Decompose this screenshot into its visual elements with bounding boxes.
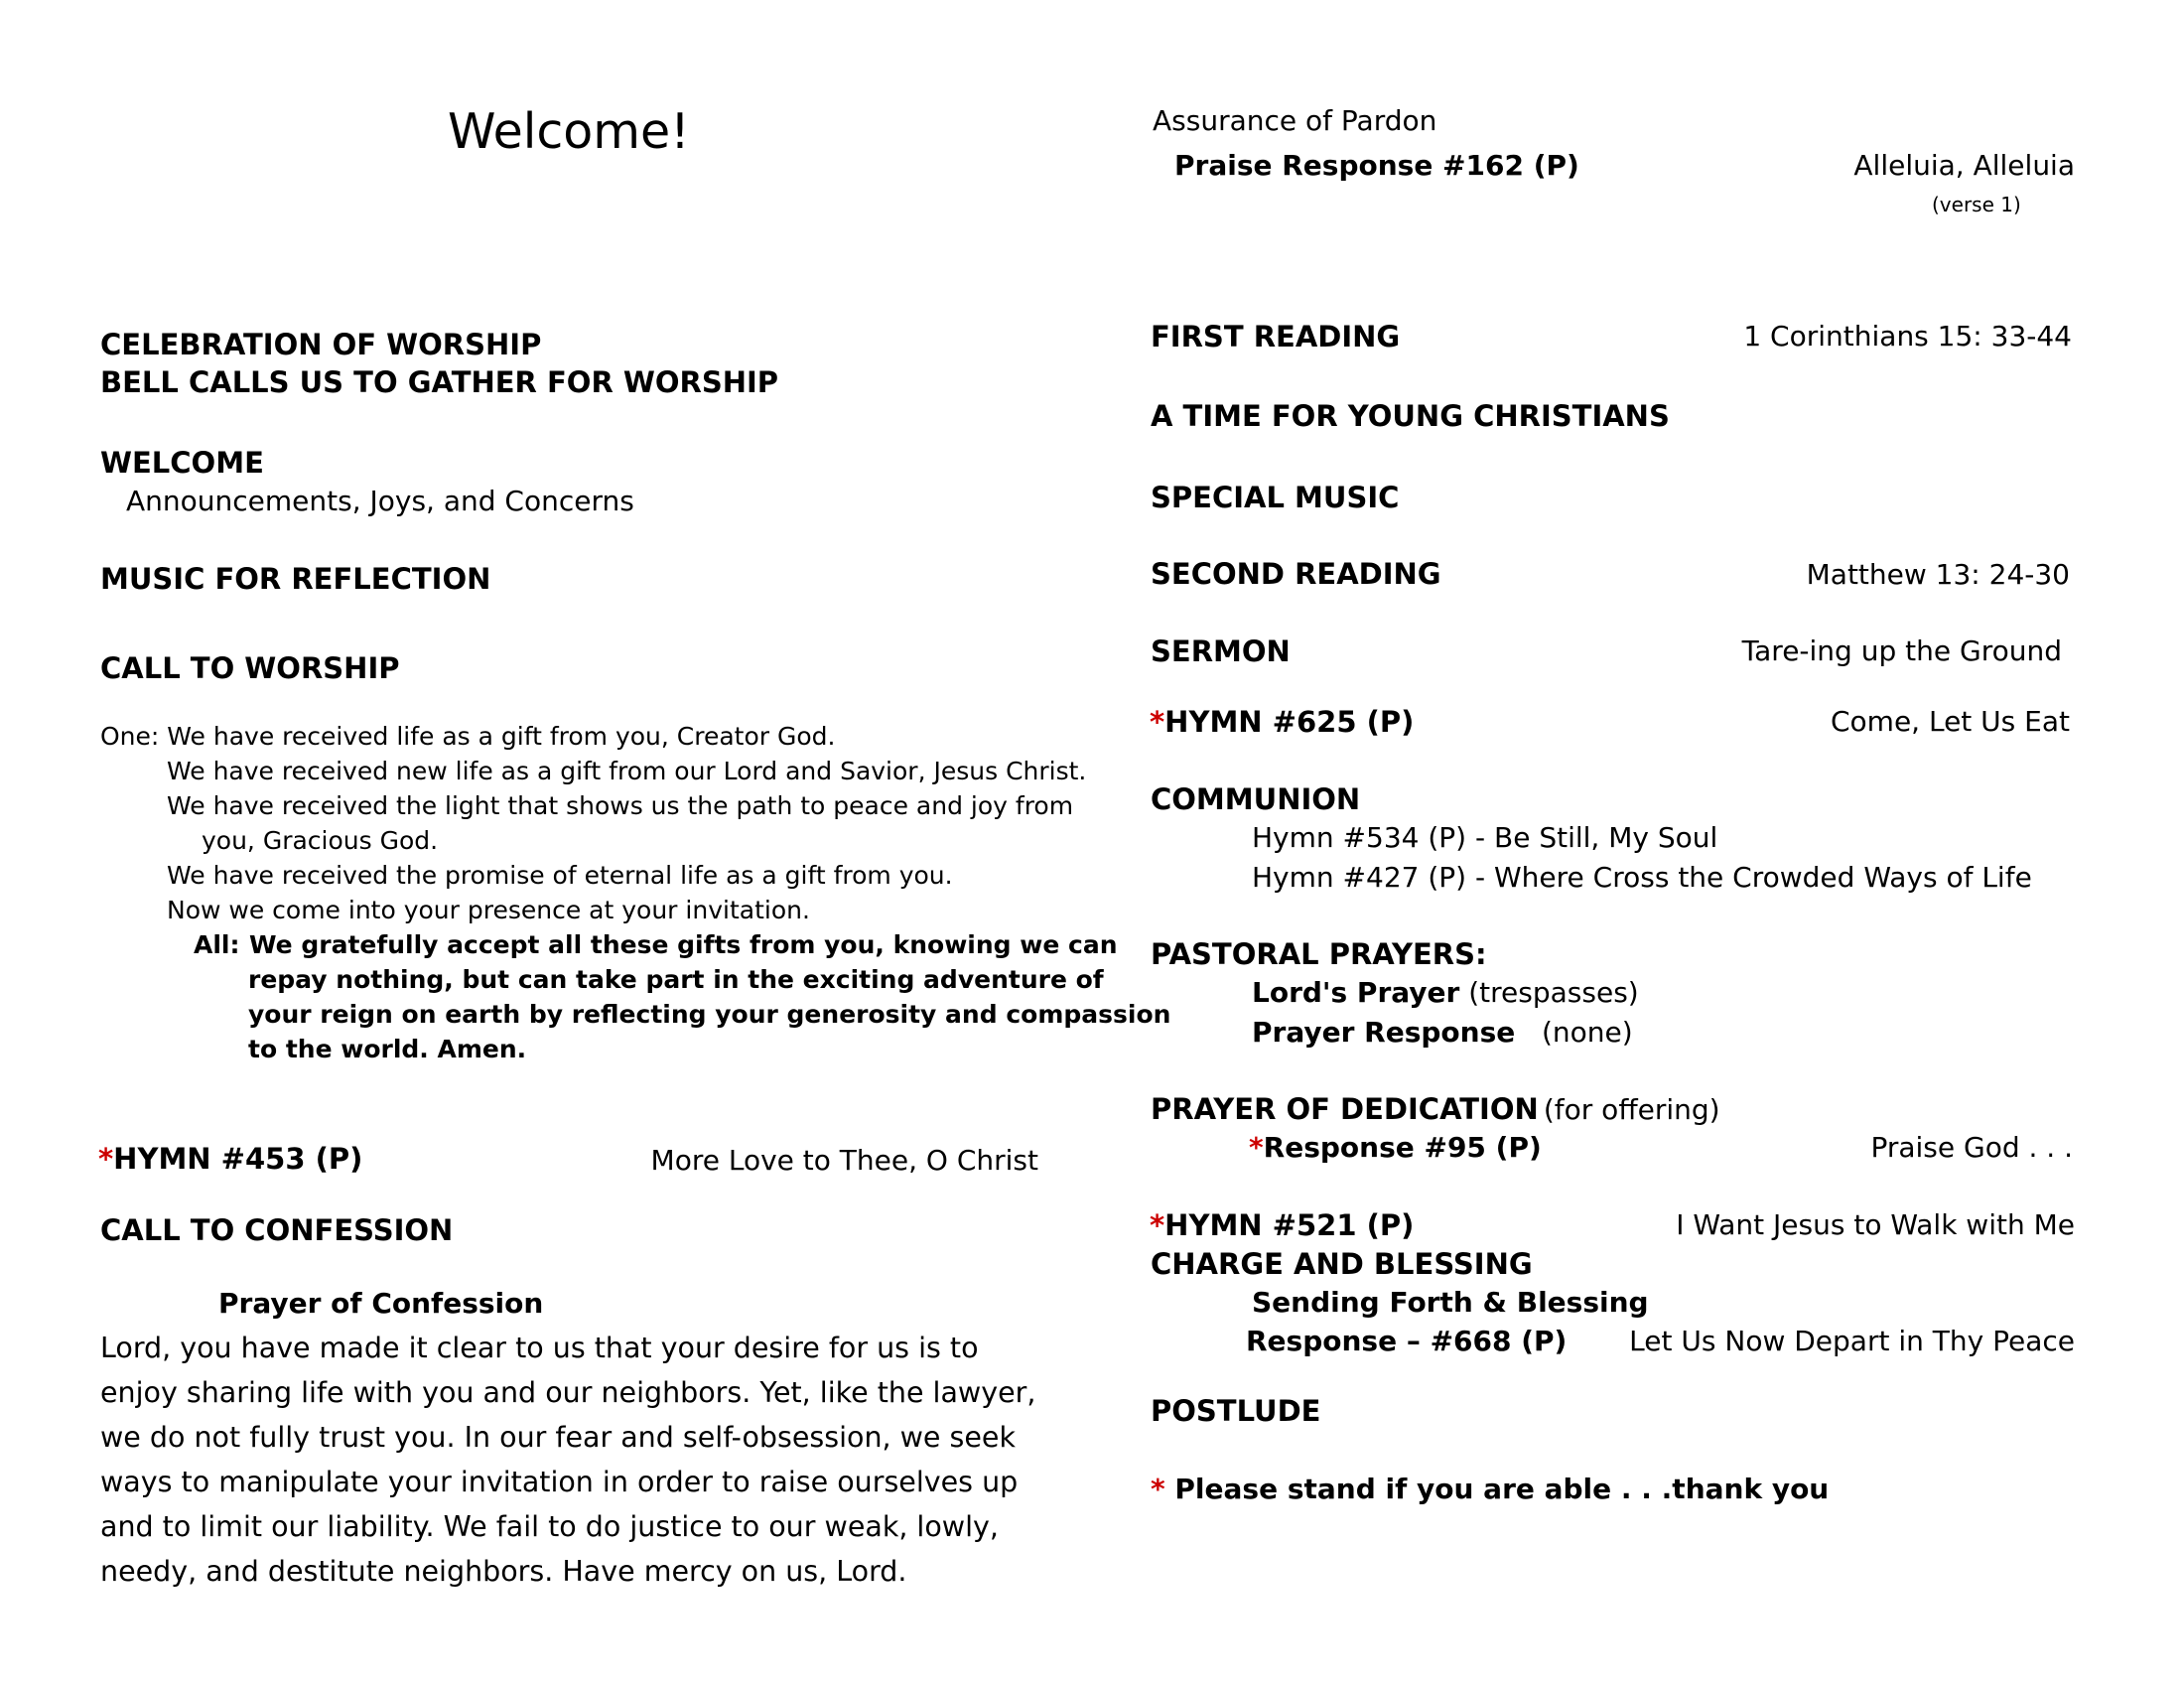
young-christians-heading: A TIME FOR YOUNG CHRISTIANS	[1151, 399, 1670, 433]
litany-all-label: All:	[194, 930, 240, 959]
pastoral-prayers-heading: PASTORAL PRAYERS:	[1151, 937, 1487, 971]
response-95-title: Praise God . . .	[1870, 1131, 2073, 1164]
stand-note-text: Please stand if you are able . . .thank you	[1174, 1473, 1830, 1505]
dedication-row	[1151, 1092, 1720, 1126]
welcome-heading: WELCOME	[100, 446, 264, 480]
dedication-note: (for offering)	[1543, 1093, 1720, 1126]
hymn-534-line: Hymn #534 (P) - Be Still, My Soul	[1252, 821, 1718, 854]
hymn-625-title: Come, Let Us Eat	[1830, 705, 2070, 738]
music-reflection-heading: MUSIC FOR REFLECTION	[100, 562, 491, 596]
litany-line: We have received the light that shows us the path to peace and joy from	[167, 791, 1074, 820]
call-to-worship-heading: CALL TO WORSHIP	[100, 651, 400, 685]
litany-all-line: your reign on earth by reflecting your generosity and compassion	[248, 1000, 1171, 1029]
litany-all-line: to the world. Amen.	[248, 1035, 527, 1063]
celebration-heading: CELEBRATION OF WORSHIP	[100, 328, 542, 361]
litany-line: One: We have received life as a gift from you, Creator God.	[100, 722, 836, 751]
confession-paragraph: Lord, you have made it clear to us that your desire for us is to enjoy sharing life with you and our neighbors. Yet, like the lawyer, we do not fully trust you. In our fear and self-obsession, we seek ways to manipulate your invitation in order to raise ourselves up and to limit our liability. We fail to do justice to our weak, lowly, needy, and destitute neighbors. Have mercy on us, Lord.	[100, 1332, 1036, 1588]
communion-heading: COMMUNION	[1151, 782, 1361, 816]
litany-line: you, Gracious God.	[202, 826, 439, 855]
welcome-title: Welcome!	[448, 103, 690, 160]
bell-heading: BELL CALLS US TO GATHER FOR WORSHIP	[100, 365, 779, 399]
praise-response-title: Alleluia, Alleluia	[1853, 149, 2075, 182]
asterisk-icon: *	[1249, 1131, 1264, 1164]
asterisk-icon: *	[1151, 1473, 1165, 1505]
hymn-427-line: Hymn #427 (P) - Where Cross the Crowded Ways of Life	[1252, 861, 2032, 894]
first-reading-ref: 1 Corinthians 15: 33-44	[1743, 320, 2072, 352]
response-668-label: Response – #668 (P)	[1246, 1325, 1568, 1357]
litany-line: Now we come into your presence at your invitation.	[167, 896, 810, 924]
charge-heading: CHARGE AND BLESSING	[1151, 1247, 1533, 1281]
prayer-of-confession-heading: Prayer of Confession	[218, 1287, 544, 1320]
special-music-heading: SPECIAL MUSIC	[1151, 481, 1400, 514]
asterisk-icon: *	[98, 1142, 114, 1176]
response-668-title: Let Us Now Depart in Thy Peace	[1629, 1325, 2075, 1357]
assurance-heading: Assurance of Pardon	[1153, 104, 1437, 137]
response-95-row	[1249, 1131, 1542, 1164]
hymn-521-row	[1150, 1208, 1414, 1242]
sending-forth-line: Sending Forth & Blessing	[1252, 1286, 1649, 1319]
hymn-521-title: I Want Jesus to Walk with Me	[1676, 1208, 2075, 1241]
dedication-label: PRAYER OF DEDICATION	[1151, 1092, 1539, 1126]
hymn-453-label: HYMN #453 (P)	[113, 1142, 363, 1176]
praise-response-note: (verse 1)	[1932, 193, 2021, 216]
asterisk-icon: *	[1150, 1208, 1165, 1242]
prayer-response-row	[1252, 1016, 1633, 1049]
litany-line: We have received the promise of eternal life as a gift from you.	[167, 861, 953, 890]
litany-all-line: repay nothing, but can take part in the exciting adventure of	[248, 965, 1104, 994]
hymn-453-title: More Love to Thee, O Christ	[650, 1144, 1038, 1177]
stand-note	[1151, 1473, 1829, 1505]
postlude-heading: POSTLUDE	[1151, 1394, 1321, 1428]
second-reading-ref: Matthew 13: 24-30	[1806, 558, 2070, 591]
lords-prayer-row	[1252, 976, 1639, 1009]
lords-prayer-note: (trespasses)	[1468, 976, 1639, 1009]
hymn-521-label: HYMN #521 (P)	[1164, 1208, 1415, 1242]
sermon-title: Tare-ing up the Ground	[1741, 634, 2062, 667]
hymn-625-row	[1150, 705, 1414, 739]
praise-response-label: Praise Response #162 (P)	[1174, 149, 1579, 182]
announcements-text: Announcements, Joys, and Concerns	[126, 485, 634, 517]
second-reading-label: SECOND READING	[1151, 557, 1441, 591]
prayer-response-note: (none)	[1541, 1016, 1633, 1049]
hymn-453-row	[98, 1142, 362, 1176]
prayer-response-label: Prayer Response	[1252, 1016, 1516, 1049]
first-reading-label: FIRST READING	[1151, 320, 1401, 353]
litany-all-line: We gratefully accept all these gifts from you, knowing we can	[249, 930, 1118, 959]
sermon-label: SERMON	[1151, 634, 1291, 668]
hymn-625-label: HYMN #625 (P)	[1164, 705, 1415, 739]
call-to-confession-heading: CALL TO CONFESSION	[100, 1213, 454, 1247]
asterisk-icon: *	[1150, 705, 1165, 739]
lords-prayer-label: Lord's Prayer	[1252, 976, 1460, 1009]
litany-line: We have received new life as a gift from our Lord and Savior, Jesus Christ.	[167, 757, 1087, 785]
response-95-label: Response #95 (P)	[1263, 1131, 1542, 1164]
